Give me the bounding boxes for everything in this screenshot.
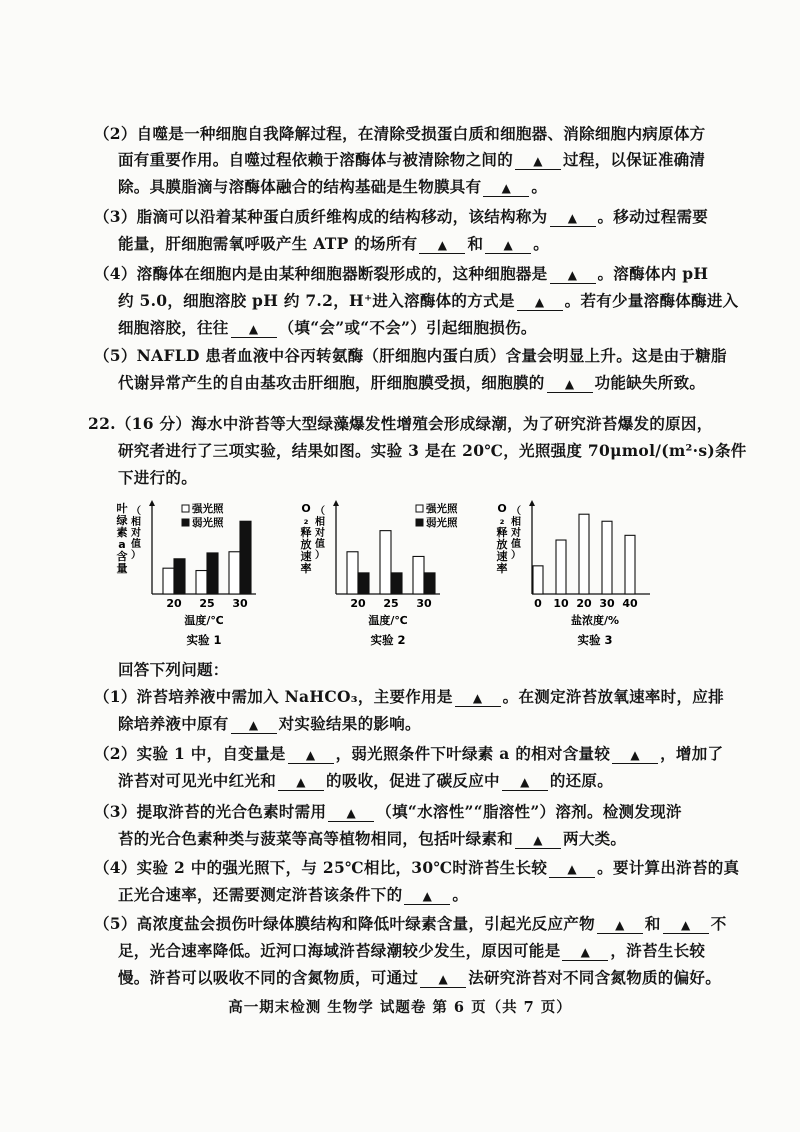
y-axis-label-char: 值: [511, 539, 521, 550]
text: 研究者进行了三项实验，结果如图。实验 3 是在 20℃，光照强度 70μmol/(m²·s)条件: [118, 441, 747, 460]
text: 除培养液中原有: [118, 714, 229, 733]
text: （1）浒苔培养液中需加入 NaHCO₃，主要作用是: [94, 687, 453, 706]
x-tick-label: 25: [199, 597, 215, 610]
text: ，浒苔生长较: [610, 941, 706, 960]
q21-2-line3: [118, 177, 547, 197]
text: 对实验结果的影响。: [278, 714, 421, 733]
legend-swatch: [416, 519, 423, 526]
legend-swatch: [182, 505, 189, 512]
y-axis-label-char: 速: [300, 550, 312, 563]
chart-experiment-3: [494, 500, 674, 650]
q22-answer-prompt: [118, 660, 229, 680]
text: 。要计算出浒苔的真: [597, 858, 740, 877]
chart-experiment-2: [298, 500, 478, 650]
answer-blank: ▲: [231, 718, 277, 734]
q22-intro-line1: [88, 414, 713, 434]
y-axis-label-char: 对: [315, 528, 325, 539]
y-axis-label-char: 相: [131, 517, 141, 528]
text: （2）实验 1 中，自变量是: [94, 744, 286, 763]
bar: [579, 514, 589, 594]
y-axis-label-char: 放: [300, 538, 312, 551]
q22-3-line1: [94, 802, 682, 822]
answer-blank: ▲: [547, 377, 593, 393]
y-axis-arrow: [149, 500, 155, 506]
x-tick-label: 30: [232, 597, 248, 610]
text: 。: [533, 234, 550, 253]
y-axis-label-char: O: [301, 502, 311, 515]
text: （2）自噬是一种细胞自我降解过程，在清除受损蛋白质和细胞器、消除细胞内病原体方: [94, 124, 706, 143]
text: （3）脂滴可以沿着某种蛋白质纤维构成的结构移动，该结构称为: [94, 207, 548, 226]
text: 正光合速率，还需要测定浒苔该条件下的: [118, 885, 403, 904]
q22-3-line2: [118, 829, 626, 849]
text: 过程，以保证准确清: [563, 150, 706, 169]
text: 面有重要作用。自噬过程依赖于溶酶体与被清除物之间的: [118, 150, 514, 169]
answer-blank: ▲: [288, 748, 334, 764]
text: 和: [644, 914, 661, 933]
y-axis-arrow: [529, 500, 535, 506]
legend-label: 弱光照: [426, 517, 458, 529]
answer-blank: ▲: [502, 775, 548, 791]
legend-swatch: [416, 505, 423, 512]
answer-blank: ▲: [483, 181, 529, 197]
text: 。: [452, 885, 469, 904]
x-axis-label: 温度/℃: [184, 614, 224, 627]
y-axis-label-char: a: [118, 538, 126, 551]
text: 浒苔对可见光中红光和: [118, 771, 277, 790]
answer-blank: ▲: [517, 295, 563, 311]
legend-label: 强光照: [192, 503, 224, 515]
text: 功能缺失所致。: [594, 373, 706, 392]
q21-4-line3: [118, 318, 537, 338]
answer-blank: ▲: [549, 862, 595, 878]
chart-title: 实验 3: [577, 633, 613, 647]
y-axis-label-char: 释: [300, 526, 312, 539]
x-tick-label: 25: [383, 597, 399, 610]
y-axis-label-char: ）: [511, 550, 521, 561]
bar: [174, 559, 185, 594]
bar: [391, 573, 402, 594]
text: 苔的光合色素种类与菠菜等高等植物相同，包括叶绿素和: [118, 829, 514, 848]
x-tick-label: 0: [534, 597, 542, 610]
bar: [229, 552, 240, 594]
y-axis-label-char: O: [497, 502, 507, 515]
legend-label: 强光照: [426, 503, 458, 515]
q22-5-line2: [118, 941, 705, 961]
answer-blank: ▲: [419, 238, 465, 254]
page-footer: 高一期末检测 生物学 试题卷 第 6 页（共 7 页）: [228, 999, 572, 1016]
text: 回答下列问题：: [118, 660, 229, 679]
q21-3-line2: [118, 234, 549, 254]
chart-title: 实验 1: [186, 633, 222, 647]
q21-2-line1: [94, 124, 706, 144]
bar: [413, 556, 424, 594]
x-tick-label: 30: [599, 597, 615, 610]
answer-blank: ▲: [550, 211, 596, 227]
y-axis-label-char: （: [315, 506, 325, 517]
y-axis-label-char: 值: [131, 539, 141, 550]
answer-blank: ▲: [515, 154, 561, 170]
q22-1-line1: [94, 687, 724, 707]
bar: [602, 521, 612, 594]
text: 的吸收，促进了碳反应中: [326, 771, 500, 790]
text: 法研究浒苔对不同含氮物质的偏好。: [468, 968, 722, 987]
bar: [380, 531, 391, 594]
y-axis-label-char: 率: [496, 562, 508, 575]
answer-blank: ▲: [550, 268, 596, 284]
text: 下进行的。: [118, 468, 198, 487]
x-tick-label: 20: [166, 597, 182, 610]
text: （4）溶酶体在细胞内是由某种细胞器断裂形成的，这种细胞器是: [94, 264, 548, 283]
text: （填“会”或“不会”）引起细胞损伤。: [278, 318, 537, 337]
y-axis-label-char: 相: [511, 517, 521, 528]
x-tick-label: 30: [416, 597, 432, 610]
bar: [358, 573, 369, 594]
text: 和: [467, 234, 484, 253]
text: 。若有少量溶酶体酶进入: [564, 291, 739, 310]
x-axis-label: 温度/℃: [368, 614, 408, 627]
answer-blank: ▲: [455, 691, 501, 707]
y-axis-label-char: 速: [496, 550, 508, 563]
q22-4-line2: [118, 885, 468, 905]
text: 约 5.0，细胞溶胶 pH 约 7.2，H⁺进入溶酶体的方式是: [118, 291, 515, 310]
y-axis-label-char: 释: [496, 526, 508, 539]
q21-2-line2: [118, 150, 705, 170]
text: 。: [531, 177, 548, 196]
answer-blank: ▲: [231, 322, 277, 338]
text: 慢。浒苔可以吸收不同的含氮物质，可通过: [118, 968, 419, 987]
answer-blank: ▲: [278, 775, 324, 791]
y-axis-arrow: [333, 500, 339, 506]
text: 除。具膜脂滴与溶酶体融合的结构基础是生物膜具有: [118, 177, 482, 196]
text: ，弱光照条件下叶绿素 a 的相对含量较: [335, 744, 611, 763]
y-axis-label-char: 对: [131, 528, 141, 539]
text: （5）NAFLD 患者血液中谷丙转氨酶（肝细胞内蛋白质）含量会明显上升。这是由于糖脂: [94, 346, 727, 365]
q22-intro-line3: [118, 468, 197, 488]
q21-3-line1: [94, 207, 708, 227]
bar: [556, 540, 566, 594]
text: 22.（16 分）海水中浒苔等大型绿藻爆发性增殖会形成绿潮，为了研究浒苔爆发的原因，: [88, 414, 713, 433]
text: 。溶酶体内 pH: [597, 264, 709, 283]
text: （填“水溶性”“脂溶性”）溶剂。检测发现浒: [376, 802, 682, 821]
text: 。移动过程需要: [597, 207, 709, 226]
y-axis-label-char: ₂: [499, 514, 505, 527]
text: （3）提取浒苔的光合色素时需用: [94, 802, 327, 821]
answer-blank: ▲: [597, 918, 643, 934]
chart-experiment-1: [114, 500, 284, 650]
answer-blank: ▲: [663, 918, 709, 934]
bar: [163, 568, 174, 594]
bar: [533, 566, 543, 594]
x-tick-label: 20: [576, 597, 592, 610]
bar: [424, 573, 435, 594]
x-tick-label: 40: [622, 597, 638, 610]
q22-1-line2: [118, 714, 421, 734]
chart-2-svg: [298, 500, 478, 650]
y-axis-label-char: ₂: [303, 514, 309, 527]
q22-2-line1: [94, 744, 723, 764]
y-axis-label-char: 值: [315, 539, 325, 550]
q21-4-line2: [118, 291, 738, 311]
text: （5）高浓度盐会损伤叶绿体膜结构和降低叶绿素含量，引起光反应产物: [94, 914, 595, 933]
bar: [347, 552, 358, 594]
answer-blank: ▲: [485, 238, 531, 254]
y-axis-label-char: 量: [116, 562, 128, 575]
bar: [207, 553, 218, 594]
x-tick-label: 20: [350, 597, 366, 610]
text: 能量，肝细胞需氧呼吸产生 ATP 的场所有: [118, 234, 418, 253]
y-axis-label-char: 素: [116, 526, 128, 539]
answer-blank: ▲: [612, 748, 658, 764]
text: 足，光合速率降低。近河口海域浒苔绿潮较少发生，原因可能是: [118, 941, 561, 960]
text: 不: [710, 914, 727, 933]
y-axis-label-char: 对: [511, 528, 521, 539]
text: 代谢异常产生的自由基攻击肝细胞，肝细胞膜受损，细胞膜的: [118, 373, 545, 392]
bar: [240, 521, 251, 594]
x-axis-label: 盐浓度/%: [570, 614, 620, 627]
x-tick-label: 10: [553, 597, 569, 610]
answer-blank: ▲: [328, 806, 374, 822]
y-axis-label-char: 相: [315, 517, 325, 528]
y-axis-label-char: （: [131, 506, 141, 517]
y-axis-label-char: 放: [496, 538, 508, 551]
y-axis-label-char: 含: [116, 550, 128, 563]
y-axis-label-char: ）: [131, 550, 141, 561]
q21-5-line1: [94, 346, 727, 366]
q22-4-line1: [94, 858, 739, 878]
q22-5-line3: [118, 968, 721, 988]
answer-blank: ▲: [562, 945, 608, 961]
q21-5-line2: [118, 373, 705, 393]
y-axis-label-char: （: [511, 506, 521, 517]
answer-blank: ▲: [515, 833, 561, 849]
legend-label: 弱光照: [192, 517, 224, 529]
q22-intro-line2: [118, 441, 747, 461]
text: ，增加了: [660, 744, 724, 763]
chart-title: 实验 2: [370, 633, 406, 647]
text: 。在测定浒苔放氧速率时，应排: [502, 687, 724, 706]
q22-5-line1: [94, 914, 727, 934]
answer-blank: ▲: [420, 972, 466, 988]
y-axis-label-char: 叶: [116, 502, 128, 515]
answer-blank: ▲: [404, 889, 450, 905]
text: 两大类。: [563, 829, 627, 848]
text: （4）实验 2 中的强光照下，与 25℃相比，30℃时浒苔生长较: [94, 858, 548, 877]
text: 细胞溶胶，往往: [118, 318, 229, 337]
text: 的还原。: [549, 771, 614, 790]
bar: [625, 535, 635, 594]
chart-3-svg: [494, 500, 674, 650]
bar: [196, 571, 207, 594]
legend-swatch: [182, 519, 189, 526]
y-axis-label-char: 率: [300, 562, 312, 575]
q21-4-line1: [94, 264, 708, 284]
y-axis-label-char: ）: [315, 550, 325, 561]
y-axis-label-char: 绿: [116, 514, 128, 527]
q22-2-line2: [118, 771, 613, 791]
chart-1-svg: [114, 500, 284, 650]
